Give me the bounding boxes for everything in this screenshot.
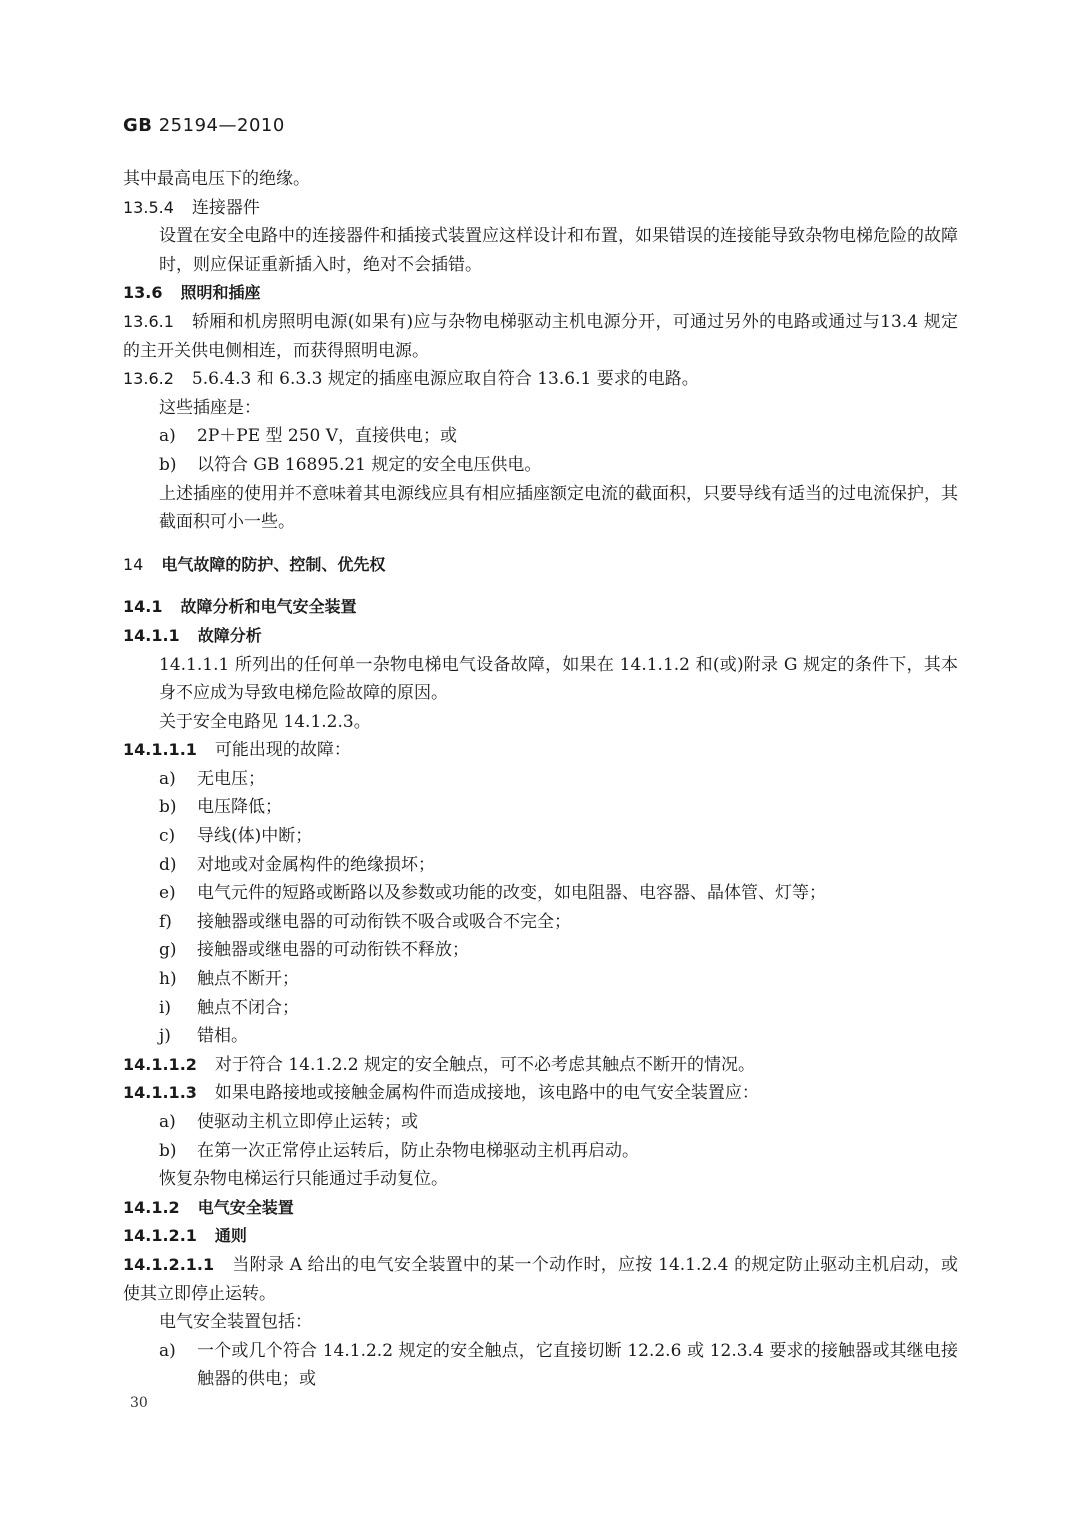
list-item [123, 1137, 958, 1166]
list-item [123, 851, 958, 880]
list-text: 接触器或继电器的可动衔铁不吸合或吸合不完全； [197, 911, 571, 932]
list-item [123, 765, 958, 794]
list-item [123, 1022, 958, 1051]
clause-text: 如果电路接地或接触金属构件而造成接地，该电路中的电气安全装置应： [214, 1083, 759, 1104]
list-item [123, 822, 958, 851]
clause-heading [123, 194, 958, 223]
clause-number: 13.6.1 [123, 311, 174, 331]
list-item [123, 994, 958, 1023]
clause-number: 14.1.2.1 [123, 1226, 197, 1246]
standard-prefix: GB [123, 115, 153, 136]
list-item [123, 1337, 958, 1394]
clause-paragraph [123, 1051, 958, 1080]
list-item [123, 879, 958, 908]
clause-number: 14.1 [123, 597, 163, 617]
clause-number: 13.6.2 [123, 369, 174, 389]
chapter-number: 14 [123, 554, 144, 574]
clause-number: 14.1.1 [123, 625, 180, 645]
clause-text: 对于符合 14.1.2.2 规定的安全触点，可不必考虑其触点不断开的情况。 [214, 1054, 756, 1075]
clause-title: 故障分析和电气安全装置 [180, 597, 357, 617]
paragraph: 这些插座是： [159, 397, 261, 418]
list-marker: f) [159, 911, 172, 932]
paragraph: 关于安全电路见 14.1.2.3。 [159, 711, 371, 732]
document-body [123, 165, 958, 1394]
paragraph: 电气安全装置包括： [159, 1312, 312, 1333]
list-text: 一个或几个符合 14.1.2.2 规定的安全触点，它直接切断 12.2.6 或 12.3.4 要求的接触器或其继电接触器的供电；或 [197, 1340, 958, 1390]
list-marker: d) [159, 854, 177, 875]
list-marker: j) [159, 1026, 171, 1047]
clause-title: 电气安全装置 [197, 1197, 294, 1217]
clause-title: 通则 [214, 1226, 247, 1246]
clause-number: 14.1.2 [123, 1197, 180, 1217]
paragraph: 14.1.1.1 所列出的任何单一杂物电梯电气设备故障，如果在 14.1.1.2 和(或)附录 G 规定的条件下，其本身不应成为导致电梯危险故障的原因。 [159, 654, 958, 704]
clause-paragraph [123, 1251, 958, 1308]
list-text: 电压降低； [197, 797, 282, 818]
list-item [123, 422, 958, 451]
clause-paragraph [123, 308, 958, 365]
chapter-title: 电气故障的防护、控制、优先权 [161, 554, 386, 574]
list-marker: c) [159, 826, 176, 847]
list-marker: g) [159, 940, 177, 961]
clause-text: 当附录 A 给出的电气安全装置中的某一个动作时，应按 14.1.2.4 的规定防止驱动主机启动，或使其立即停止运转。 [123, 1254, 958, 1304]
page-number: 30 [130, 1395, 148, 1411]
list-text: 无电压； [197, 768, 265, 789]
clause-heading [123, 622, 958, 651]
list-text: 接触器或继电器的可动衔铁不释放； [197, 940, 469, 961]
list-marker: b) [159, 1140, 177, 1161]
list-text: 电气元件的短路或断路以及参数或功能的改变，如电阻器、电容器、晶体管、灯等； [197, 883, 826, 904]
clause-title: 照明和插座 [180, 283, 261, 303]
paragraph: 设置在安全电路中的连接器件和插接式装置应这样设计和布置，如果错误的连接能导致杂物电梯危险的故障时，则应保证重新插入时，绝对不会插错。 [159, 226, 958, 275]
list-marker: a) [159, 426, 176, 447]
list-item [123, 1108, 958, 1137]
paragraph: 恢复杂物电梯运行只能通过手动复位。 [159, 1169, 448, 1190]
list-text: 2P＋PE 型 250 V，直接供电；或 [197, 426, 458, 447]
list-item [123, 908, 958, 937]
clause-heading [123, 736, 958, 765]
list-item [123, 936, 958, 965]
clause-number: 13.5.4 [123, 197, 174, 217]
clause-heading [123, 593, 958, 622]
standard-number: 25194—2010 [158, 115, 285, 136]
standard-header [123, 115, 285, 136]
list-marker: e) [159, 883, 176, 904]
list-text: 触点不闭合； [197, 997, 299, 1018]
clause-text: 轿厢和机房照明电源(如果有)应与杂物电梯驱动主机电源分开，可通过另外的电路或通过与13.4 规定的主开关供电侧相连，而获得照明电源。 [123, 311, 958, 361]
list-marker: b) [159, 454, 177, 475]
list-marker: i) [159, 997, 172, 1018]
clause-number: 14.1.2.1.1 [123, 1254, 215, 1274]
list-marker: a) [159, 768, 176, 789]
list-text: 导线(体)中断； [197, 826, 313, 847]
clause-paragraph [123, 365, 958, 394]
list-text: 以符合 GB 16895.21 规定的安全电压供电。 [197, 454, 542, 475]
clause-paragraph [123, 1079, 958, 1108]
clause-number: 14.1.1.1 [123, 740, 197, 760]
clause-text: 5.6.4.3 和 6.3.3 规定的插座电源应取自符合 13.6.1 要求的电路。 [191, 369, 699, 390]
clause-title: 可能出现的故障： [214, 740, 351, 761]
list-text: 使驱动主机立即停止运转；或 [197, 1112, 418, 1132]
list-item [123, 793, 958, 822]
paragraph: 上述插座的使用并不意味着其电源线应具有相应插座额定电流的截面积，只要导线有适当的过电流保护，其截面积可小一些。 [159, 483, 958, 533]
paragraph: 其中最高电压下的绝缘。 [123, 169, 310, 189]
list-marker: a) [159, 1340, 176, 1361]
list-marker: a) [159, 1112, 176, 1132]
clause-title: 故障分析 [197, 625, 262, 645]
list-text: 对地或对金属构件的绝缘损坏； [197, 854, 435, 875]
clause-heading [123, 1222, 958, 1251]
list-text: 触点不断开； [197, 969, 299, 990]
list-text: 在第一次正常停止运转后，防止杂物电梯驱动主机再启动。 [197, 1140, 639, 1161]
list-marker: h) [159, 969, 177, 990]
clause-heading [123, 279, 958, 308]
clause-heading [123, 1194, 958, 1223]
clause-number: 13.6 [123, 283, 163, 303]
chapter-heading [123, 551, 958, 580]
list-text: 错相。 [197, 1026, 248, 1047]
clause-number: 14.1.1.3 [123, 1083, 197, 1103]
list-marker: b) [159, 797, 177, 818]
list-item [123, 965, 958, 994]
clause-number: 14.1.1.2 [123, 1054, 197, 1074]
list-item [123, 451, 958, 480]
clause-title: 连接器件 [191, 197, 260, 218]
